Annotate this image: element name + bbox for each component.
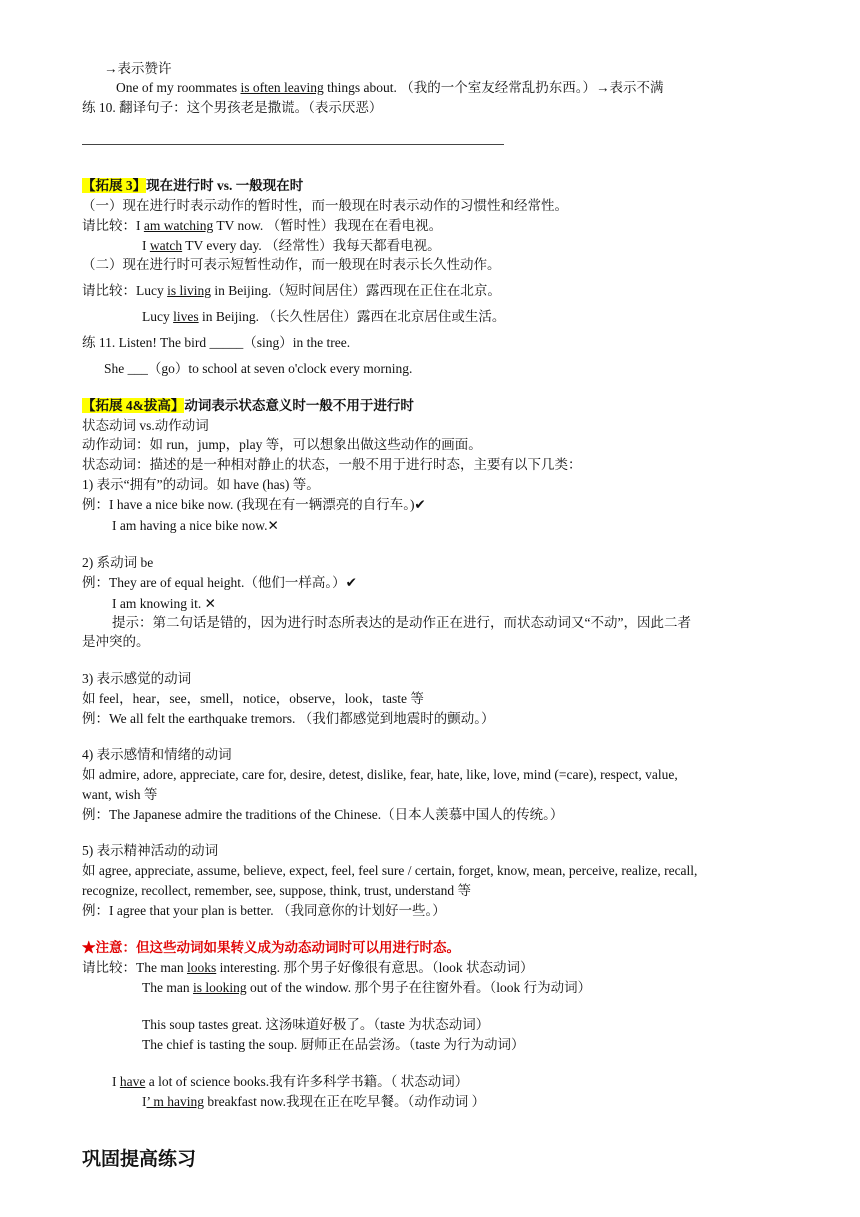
text-line: 1) 表示“拥有”的动词。如 have (has) 等。 [82, 477, 320, 492]
text-line: 2) 系动词 be [82, 555, 154, 570]
text-line: （一）现在进行时表示动作的暂时性，而一般现在时表示动作的习惯性和经常性。 [82, 198, 568, 213]
text-line: I have a lot of science books.我有许多科学书籍。（ 状态动词） [112, 1074, 469, 1089]
text-line: recognize, recollect, remember, see, suppose, think, trust, understand 等 [82, 883, 471, 898]
answer-line [82, 144, 504, 145]
text-line: The man is looking out of the window. 那个男子在往窗外看。（look 行为动词） [142, 980, 592, 995]
text-line: 3) 表示感觉的动词 [82, 671, 192, 686]
text-line: I am knowing it. ✕ [112, 596, 216, 611]
text-line: I’ m having breakfast now.我现在正在吃早餐。（动作动词 ） [142, 1094, 486, 1109]
text-line: 如 feel，hear，see，smell，notice，observe，look，taste 等 [82, 691, 424, 706]
text-line: 如 agree, appreciate, assume, believe, expect, feel, feel sure / certain, forget, know, mean, perceive, realize, recall, [82, 863, 698, 878]
section-3-heading: 【拓展 3】现在进行时 vs. 一般现在时 [82, 178, 304, 193]
text-line: 如 admire, adore, appreciate, care for, desire, detest, dislike, fear, hate, like, love, mind (=care), respect, value, [82, 767, 678, 782]
section-4-heading: 【拓展 4&拔高】动词表示状态意义时一般不用于进行时 [82, 398, 414, 413]
exercise-10: 练 10. 翻译句子：这个男孩老是撒谎。（表示厌恶） [82, 100, 383, 115]
text-line: The chief is tasting the soup. 厨师正在品尝汤。（taste 为行为动词） [142, 1037, 525, 1052]
text-line: 例：They are of equal height.（他们一样高。）✔ [82, 575, 357, 590]
page-heading: 巩固提高练习 [82, 1148, 197, 1170]
text-line: 请比较：I am watching TV now. （暂时性）我现在在看电视。 [82, 218, 443, 233]
text-line: 例：The Japanese admire the traditions of the Chinese.（日本人羡慕中国人的传统。） [82, 807, 564, 822]
text-line: 4) 表示感情和情绪的动词 [82, 747, 232, 762]
exercise-11: 练 11. Listen! The bird _____（sing）in the tree. [82, 335, 351, 350]
text-line: One of my roommates is often leaving things about. （我的一个室友经常乱扔东西。）→表示不满 [116, 80, 664, 95]
text-line: 例：We all felt the earthquake tremors. （我们都感觉到地震时的颤动。） [82, 711, 495, 726]
text-line: 请比较：The man looks interesting. 那个男子好像很有意思。（look 状态动词） [82, 960, 534, 975]
text-line: 例：I agree that your plan is better. （我同意你的计划好一些。） [82, 903, 446, 918]
text-line: She ___（go）to school at seven o'clock every morning. [104, 361, 413, 376]
text-line: 请比较：Lucy is living in Beijing.（短时间居住）露西现在正住在北京。 [82, 283, 501, 298]
text-line: 例：I have a nice bike now. (我现在有一辆漂亮的自行车。)✔ [82, 497, 426, 512]
text-line: 状态动词 vs.动作动词 [82, 418, 209, 433]
text-line: I watch TV every day. （经常性）我每天都看电视。 [142, 238, 441, 253]
text-line: 5) 表示精神活动的动词 [82, 843, 219, 858]
text-line: （二）现在进行时可表示短暂性动作，而一般现在时表示长久性动作。 [82, 257, 501, 272]
text-line: →表示赞许 [104, 61, 172, 76]
text-line: Lucy lives in Beijing. （长久性居住）露西在北京居住或生活。 [142, 309, 506, 324]
text-line: 状态动词：描述的是一种相对静止的状态，一般不用于进行时态，主要有以下几类： [82, 457, 582, 472]
text-line: 提示：第二句话是错的，因为进行时态所表达的是动作正在进行，而状态动词又“不动”，因此二者 [112, 615, 691, 630]
text-line: I am having a nice bike now.✕ [112, 518, 279, 533]
note-heading: ★注意：但这些动词如果转义成为动态动词时可以用进行时态。 [82, 940, 460, 955]
text-line: This soup tastes great. 这汤味道好极了。（taste 为状态动词） [142, 1017, 490, 1032]
text-line: want, wish 等 [82, 787, 158, 802]
text-line: 是冲突的。 [82, 634, 150, 649]
text-line: 动作动词：如 run，jump，play 等，可以想象出做这些动作的画面。 [82, 437, 482, 452]
